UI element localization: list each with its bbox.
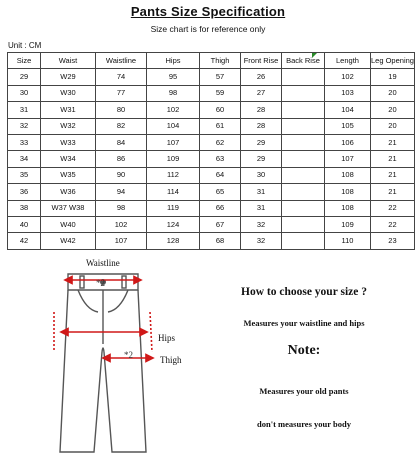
table-cell: 95	[147, 69, 200, 85]
table-row	[8, 151, 415, 167]
table-cell: 32	[8, 118, 41, 134]
table-row	[8, 200, 415, 216]
table-cell: W33	[41, 134, 96, 150]
column-header: Hips	[147, 53, 200, 69]
table-cell: 107	[147, 134, 200, 150]
table-cell: 104	[325, 102, 371, 118]
table-cell: W30	[41, 85, 96, 101]
table-cell: 110	[325, 233, 371, 249]
table-cell: W32	[41, 118, 96, 134]
table-cell: 29	[241, 134, 282, 150]
table-cell: 84	[96, 134, 147, 150]
table-cell: 57	[200, 69, 241, 85]
table-cell: 64	[200, 167, 241, 183]
table-cell: 94	[96, 184, 147, 200]
table-cell: 102	[147, 102, 200, 118]
table-cell: 98	[147, 85, 200, 101]
table-cell	[282, 167, 325, 183]
table-cell	[282, 85, 325, 101]
guide-heading: How to choose your size ?	[241, 286, 367, 298]
table-row	[8, 184, 415, 200]
table-cell: 119	[147, 200, 200, 216]
column-header: Leg Opening	[371, 53, 415, 69]
table-cell: 61	[200, 118, 241, 134]
table-cell: 66	[200, 200, 241, 216]
table-cell: 26	[241, 69, 282, 85]
table-cell: 21	[371, 184, 415, 200]
table-cell: 22	[371, 200, 415, 216]
table-cell: 108	[325, 200, 371, 216]
table-cell: 29	[8, 69, 41, 85]
table-cell: W40	[41, 216, 96, 232]
column-header: Waist	[41, 53, 96, 69]
table-cell: 30	[8, 85, 41, 101]
table-cell: 86	[96, 151, 147, 167]
table-cell: 128	[147, 233, 200, 249]
table-cell: 33	[8, 134, 41, 150]
table-cell	[282, 151, 325, 167]
table-cell	[282, 200, 325, 216]
table-cell: 29	[241, 151, 282, 167]
column-header: Thigh	[200, 53, 241, 69]
column-header: Back Rise	[282, 53, 325, 69]
column-header: Size	[8, 53, 41, 69]
table-cell: 98	[96, 200, 147, 216]
table-cell: 103	[325, 85, 371, 101]
hips-label: Hips	[158, 333, 176, 343]
table-cell: 20	[371, 102, 415, 118]
table-cell: 77	[96, 85, 147, 101]
table-cell: 62	[200, 134, 241, 150]
waist-multiplier: *2	[96, 278, 105, 288]
table-cell: 34	[8, 151, 41, 167]
table-cell	[282, 69, 325, 85]
thigh-multiplier: *2	[124, 350, 133, 360]
table-cell	[282, 184, 325, 200]
pants-illustration	[40, 252, 170, 468]
table-row	[8, 233, 415, 249]
table-cell	[282, 118, 325, 134]
table-cell	[282, 216, 325, 232]
table-cell: W31	[41, 102, 96, 118]
table-cell: 105	[325, 118, 371, 134]
table-cell: 90	[96, 167, 147, 183]
table-cell: 109	[325, 216, 371, 232]
table-cell: 40	[8, 216, 41, 232]
table-cell: 60	[200, 102, 241, 118]
table-cell: 27	[241, 85, 282, 101]
table-cell: 114	[147, 184, 200, 200]
pants-outline	[60, 274, 146, 452]
table-cell: 20	[371, 85, 415, 101]
table-cell: 42	[8, 233, 41, 249]
cell-marker	[312, 53, 317, 58]
table-cell: 104	[147, 118, 200, 134]
page-title: Pants Size Specification	[130, 4, 286, 19]
table-cell: 31	[8, 102, 41, 118]
table-cell: 32	[241, 216, 282, 232]
size-table	[7, 52, 415, 250]
table-cell: 102	[96, 216, 147, 232]
table-cell: 59	[200, 85, 241, 101]
dont-measure-text: don't measures your body	[257, 419, 351, 429]
table-row	[8, 102, 415, 118]
table-cell: 31	[241, 184, 282, 200]
table-cell: 30	[241, 167, 282, 183]
waistline-label: Waistline	[86, 258, 120, 268]
table-cell: 106	[325, 134, 371, 150]
column-header: Waistline	[96, 53, 147, 69]
table-row	[8, 118, 415, 134]
table-row	[8, 216, 415, 232]
table-cell	[282, 233, 325, 249]
column-header: Front Rise	[241, 53, 282, 69]
unit-label: Unit : CM	[8, 41, 42, 50]
pants-diagram	[40, 252, 182, 473]
table-cell	[282, 134, 325, 150]
table-row	[8, 134, 415, 150]
table-cell: 21	[371, 134, 415, 150]
table-cell: 108	[325, 184, 371, 200]
table-cell: 20	[371, 118, 415, 134]
table-row	[8, 69, 415, 85]
table-cell: W34	[41, 151, 96, 167]
table-cell: 107	[325, 151, 371, 167]
table-cell: W37 W38	[41, 200, 96, 216]
guide-measure-text: Measures your waistline and hips	[243, 318, 365, 328]
table-cell: 19	[371, 69, 415, 85]
table-cell: 67	[200, 216, 241, 232]
table-cell: 28	[241, 118, 282, 134]
table-cell: 32	[241, 233, 282, 249]
column-header: Length	[325, 53, 371, 69]
table-cell: 109	[147, 151, 200, 167]
table-cell: 108	[325, 167, 371, 183]
table-cell: 21	[371, 167, 415, 183]
thigh-label: Thigh	[160, 355, 182, 365]
table-cell: 80	[96, 102, 147, 118]
page-subtitle: Size chart is for reference only	[150, 24, 266, 34]
table-cell: W36	[41, 184, 96, 200]
table-cell: 74	[96, 69, 147, 85]
table-cell: W35	[41, 167, 96, 183]
table-cell: 28	[241, 102, 282, 118]
table-cell: 124	[147, 216, 200, 232]
table-cell: 102	[325, 69, 371, 85]
table-cell: 68	[200, 233, 241, 249]
table-cell: W42	[41, 233, 96, 249]
table-header-row	[8, 53, 415, 69]
table-row	[8, 85, 415, 101]
old-pants-text: Measures your old pants	[259, 386, 349, 396]
table-cell: 112	[147, 167, 200, 183]
table-cell: 107	[96, 233, 147, 249]
table-cell: 65	[200, 184, 241, 200]
table-cell: 22	[371, 216, 415, 232]
table-cell	[282, 102, 325, 118]
table-cell: 35	[8, 167, 41, 183]
table-cell: W29	[41, 69, 96, 85]
table-cell: 38	[8, 200, 41, 216]
table-cell: 31	[241, 200, 282, 216]
table-cell: 21	[371, 151, 415, 167]
table-cell: 36	[8, 184, 41, 200]
table-row	[8, 167, 415, 183]
table-body	[8, 69, 415, 249]
table-cell: 23	[371, 233, 415, 249]
note-label: Note:	[287, 343, 321, 358]
table-cell: 82	[96, 118, 147, 134]
table-cell: 63	[200, 151, 241, 167]
